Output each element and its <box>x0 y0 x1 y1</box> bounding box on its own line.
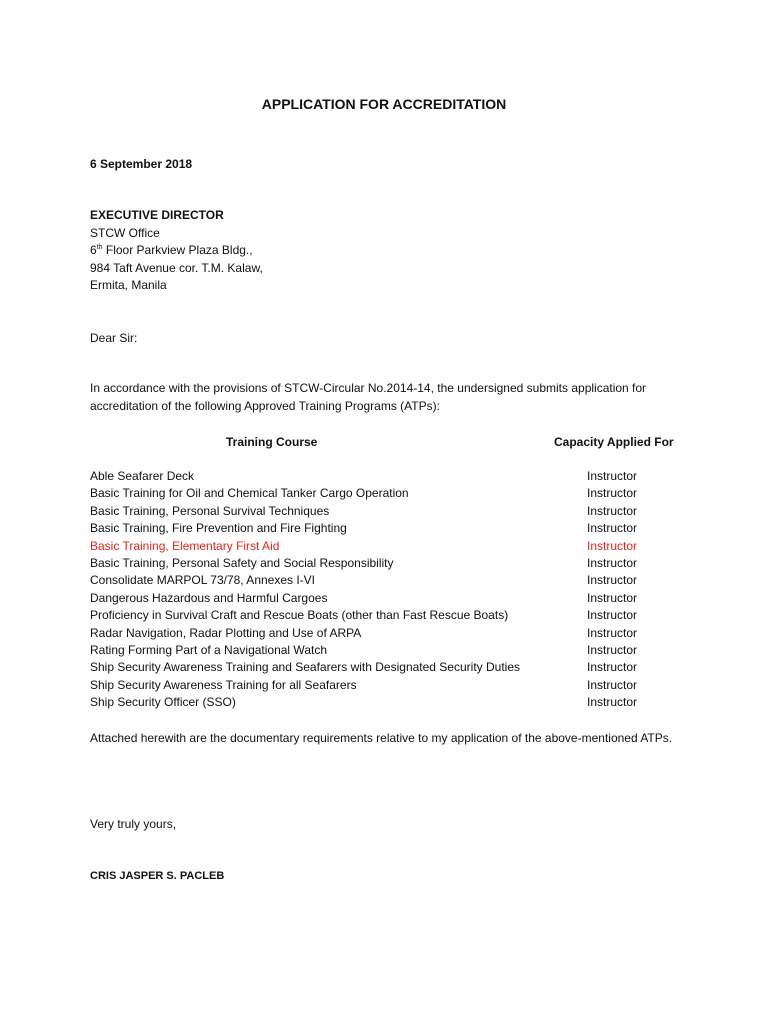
recipient-city: Ermita, Manila <box>90 278 167 292</box>
course-capacity: Instructor <box>587 521 638 536</box>
closing-line: Very truly yours, <box>90 817 177 831</box>
course-name: Radar Navigation, Radar Plotting and Use of ARPA <box>90 625 362 640</box>
course-capacity: Instructor <box>587 555 638 570</box>
course-row <box>90 642 690 659</box>
floor-number: 6 <box>90 243 97 257</box>
course-capacity: Instructor <box>587 695 638 710</box>
intro-paragraph: In accordance with the provisions of STCW-Circular No.2014-14, the undersigned submits application for accreditation of the following Approved Training Programs (ATPs): <box>90 381 647 413</box>
signatory-name: CRIS JASPER S. PACLEB <box>90 870 225 882</box>
course-row <box>90 572 690 589</box>
course-row <box>90 625 690 642</box>
course-capacity: Instructor <box>587 642 638 657</box>
floor-rest: Floor Parkview Plaza Bldg., <box>102 243 253 257</box>
floor-suffix: th <box>96 244 103 251</box>
course-name: Dangerous Hazardous and Harmful Cargoes <box>90 590 328 605</box>
recipient-title: EXECUTIVE DIRECTOR <box>90 208 224 222</box>
course-name: Basic Training, Elementary First Aid <box>90 538 280 553</box>
course-name: Basic Training, Fire Prevention and Fire Fighting <box>90 521 347 536</box>
course-row <box>90 485 690 502</box>
column-header-training-course: Training Course <box>226 435 318 449</box>
course-row <box>90 677 690 694</box>
course-row <box>90 520 690 537</box>
course-row <box>90 659 690 676</box>
course-capacity: Instructor <box>587 608 638 623</box>
course-name: Able Seafarer Deck <box>90 469 195 483</box>
course-row <box>90 503 690 520</box>
attached-paragraph: Attached herewith are the documentary requirements relative to my application of the above-mentioned ATPs. <box>90 731 673 745</box>
course-capacity: Instructor <box>587 677 638 692</box>
salutation: Dear Sir: <box>90 331 138 345</box>
course-row <box>90 694 690 711</box>
course-capacity: Instructor <box>587 625 638 640</box>
recipient-floor <box>90 242 263 260</box>
course-name: Proficiency in Survival Craft and Rescue Boats (other than Fast Rescue Boats) <box>90 608 509 623</box>
column-header-capacity: Capacity Applied For <box>554 435 674 449</box>
letter-date: 6 September 2018 <box>90 157 193 171</box>
course-capacity: Instructor <box>587 486 638 501</box>
course-row <box>90 538 690 555</box>
course-list <box>90 468 690 711</box>
course-row <box>90 590 690 607</box>
course-name: Consolidate MARPOL 73/78, Annexes I-VI <box>90 573 316 588</box>
course-capacity: Instructor <box>587 573 638 588</box>
recipient-office: STCW Office <box>90 225 160 240</box>
course-capacity: Instructor <box>587 503 638 518</box>
course-capacity: Instructor <box>587 590 638 605</box>
course-name: Basic Training for Oil and Chemical Tanker Cargo Operation <box>90 486 409 501</box>
course-name: Basic Training, Personal Survival Techniques <box>90 503 330 518</box>
course-capacity: Instructor <box>587 538 638 553</box>
course-capacity: Instructor <box>587 660 638 675</box>
course-row <box>90 555 690 572</box>
recipient-address <box>90 207 263 295</box>
course-name: Ship Security Awareness Training for all Seafarers <box>90 677 357 692</box>
course-capacity: Instructor <box>587 469 638 483</box>
recipient-street: 984 Taft Avenue cor. T.M. Kalaw, <box>90 260 263 275</box>
course-name: Rating Forming Part of a Navigational Watch <box>90 642 327 657</box>
course-row <box>90 607 690 624</box>
document-title: APPLICATION FOR ACCREDITATION <box>261 96 507 112</box>
course-name: Basic Training, Personal Safety and Social Responsibility <box>90 555 394 570</box>
course-name: Ship Security Officer (SSO) <box>90 695 236 710</box>
course-row <box>90 468 690 485</box>
course-name: Ship Security Awareness Training and Seafarers with Designated Security Duties <box>90 660 521 675</box>
